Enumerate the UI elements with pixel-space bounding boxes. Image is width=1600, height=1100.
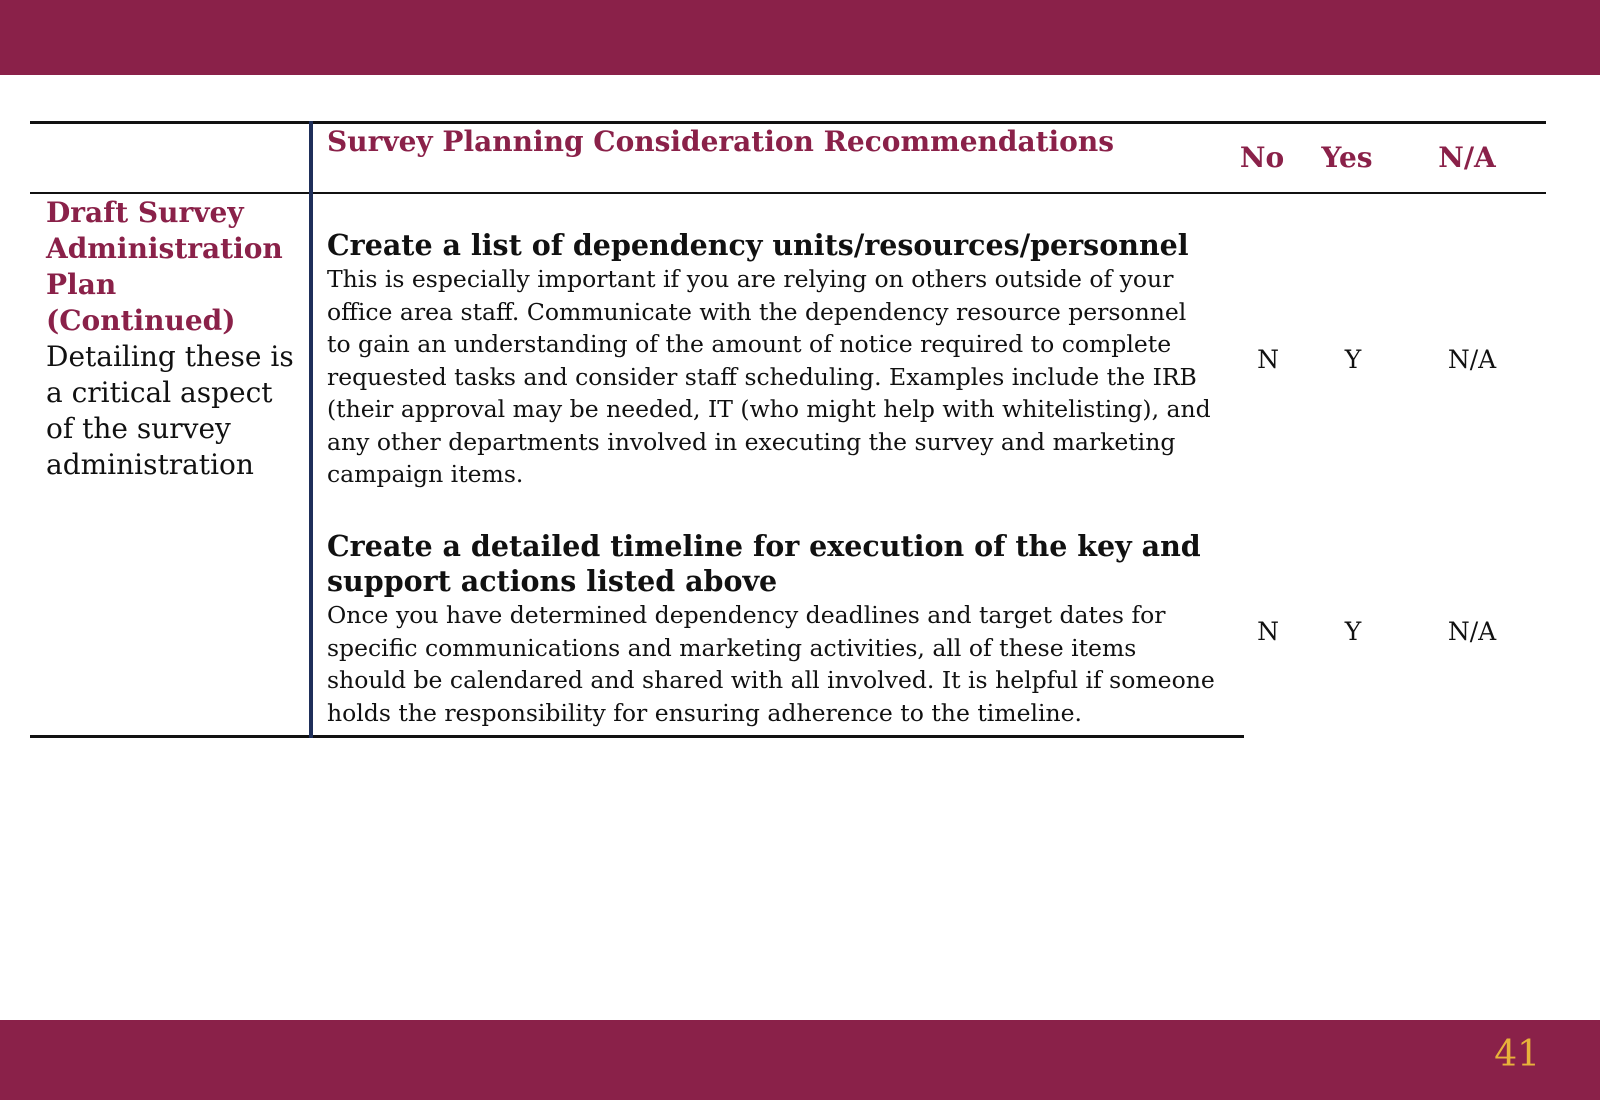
column-header-yes: Yes <box>1321 141 1373 174</box>
column-divider <box>309 121 313 738</box>
answer-na: N/A <box>1447 345 1497 374</box>
answer-na: N/A <box>1447 617 1497 646</box>
column-header-na: N/A <box>1438 141 1496 174</box>
section-title-line: Plan (Continued) <box>46 268 236 337</box>
section-description: Detailing these is a critical aspect of the survey administration <box>46 340 294 481</box>
answer-yes: Y <box>1344 617 1362 646</box>
table-header-rule <box>30 192 1546 194</box>
recommendation-item <box>327 228 1217 491</box>
section-label <box>46 195 308 483</box>
section-title-line: Draft Survey <box>46 196 244 229</box>
recommendation-body: This is especially important if you are relying on others outside of your office area staff. Communicate with the dependency resource personnel to gain an understanding of the amount of notice required to complete requested tasks and consider staff scheduling. Examples include the IRB (their approval may be needed, IT (who might help with whitelisting), and any other departments involved in executing the survey and marketing campaign items. <box>327 265 1211 488</box>
table-heading: Survey Planning Consideration Recommendations <box>327 125 1114 158</box>
top-banner <box>0 0 1600 75</box>
column-header-no: No <box>1239 141 1285 174</box>
recommendation-body: Once you have determined dependency deadlines and target dates for specific communications and marketing activities, all of these items should be calendared and shared with all involved. It is helpful if someone holds the responsibility for ensuring adherence to the timeline. <box>327 601 1215 727</box>
answer-yes: Y <box>1344 345 1362 374</box>
recommendation-title: Create a detailed timeline for execution of the key and support actions listed above <box>327 529 1201 598</box>
section-title-line: Administration <box>46 232 283 265</box>
page-number: 41 <box>1494 1034 1540 1075</box>
table-bottom-rule <box>30 735 1244 738</box>
section-title <box>46 195 308 339</box>
answer-no: N <box>1257 345 1279 374</box>
bottom-banner <box>0 1020 1600 1100</box>
recommendation-title: Create a list of dependency units/resources/personnel <box>327 228 1189 262</box>
recommendation-item <box>327 529 1217 729</box>
answer-no: N <box>1257 617 1279 646</box>
